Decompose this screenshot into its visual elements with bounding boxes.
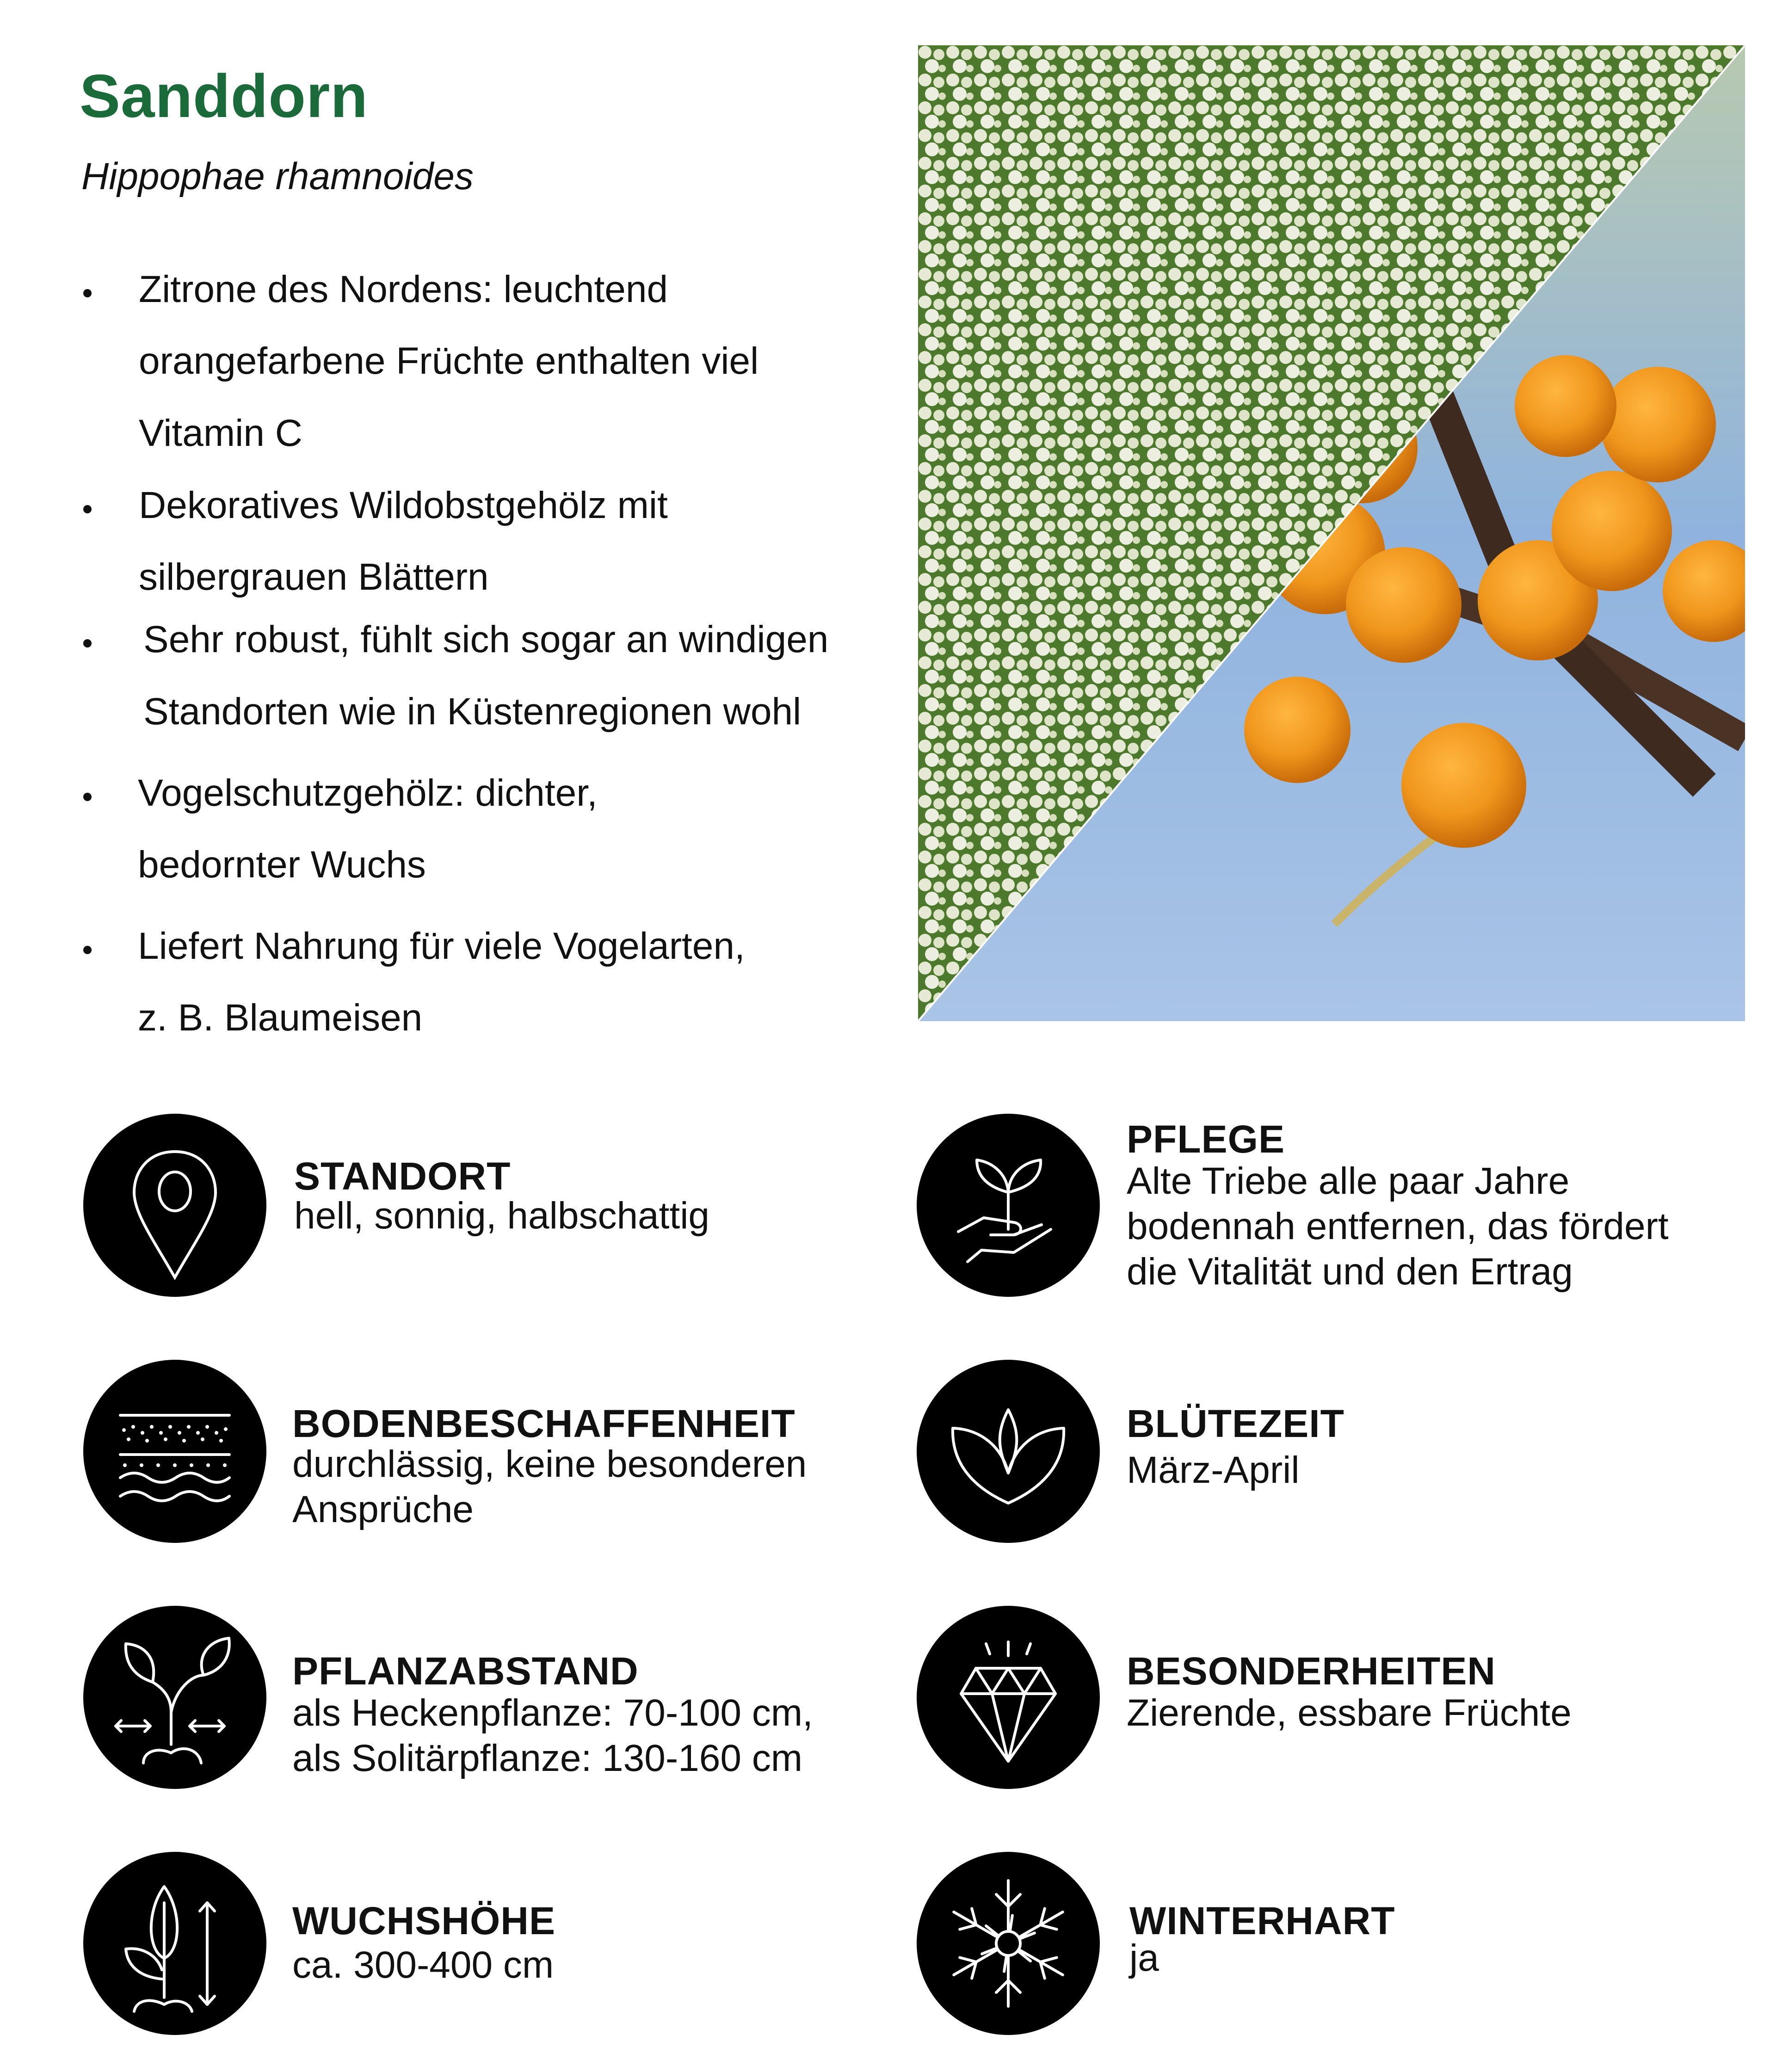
- bullet-dot: [83, 639, 92, 648]
- info-heading: PFLANZABSTAND: [292, 1649, 639, 1693]
- feature-line: Dekoratives Wildobstgehölz mit: [139, 484, 668, 526]
- snowflake-icon: [917, 1852, 1100, 2035]
- info-text: Alte Triebe alle paar Jahre: [1127, 1160, 1570, 1202]
- location-pin-icon: [83, 1114, 266, 1297]
- info-text: bodennah entfernen, das fördert: [1127, 1205, 1669, 1247]
- info-heading: WUCHSHÖHE: [292, 1899, 555, 1942]
- info-text: als Heckenpflanze: 70-100 cm,: [292, 1692, 813, 1734]
- info-heading: BODENBESCHAFFENHEIT: [292, 1402, 796, 1445]
- info-text: ja: [1129, 1937, 1159, 1979]
- pflege-icon-badge: [917, 1114, 1100, 1297]
- standort-icon-badge: [83, 1114, 266, 1297]
- boden-icon-badge: [83, 1360, 266, 1543]
- info-heading: PFLEGE: [1127, 1117, 1285, 1161]
- feature-line: Standorten wie in Küstenregionen wohl: [143, 691, 802, 733]
- info-text: März-April: [1127, 1449, 1300, 1491]
- besonderheiten-icon-badge: [917, 1606, 1100, 1789]
- info-text: hell, sonnig, halbschattig: [294, 1195, 710, 1237]
- feature-line: Liefert Nahrung für viele Vogelarten,: [138, 925, 745, 967]
- diamond-icon: [917, 1606, 1100, 1789]
- pflanzabstand-icon-badge: [83, 1606, 266, 1789]
- bluetezeit-icon-badge: [917, 1360, 1100, 1543]
- bullet-dot: [83, 289, 92, 297]
- info-heading: WINTERHART: [1129, 1899, 1395, 1942]
- feature-line: Zitrone des Nordens: leuchtend: [139, 268, 668, 310]
- bullet-dot: [83, 793, 92, 801]
- feature-line: Vogelschutzgehölz: dichter,: [138, 772, 598, 814]
- info-text: Zierende, essbare Früchte: [1127, 1692, 1572, 1734]
- info-heading: BESONDERHEITEN: [1127, 1649, 1496, 1693]
- plant-title: Sanddorn: [80, 62, 368, 130]
- info-text: die Vitalität und den Ertrag: [1127, 1251, 1573, 1293]
- plant-spacing-icon: [83, 1606, 266, 1789]
- feature-line: Vitamin C: [139, 412, 302, 454]
- feature-line: orangefarbene Früchte enthalten viel: [139, 340, 759, 382]
- wuchshoehe-icon-badge: [83, 1852, 266, 2035]
- info-text: ca. 300-400 cm: [292, 1944, 554, 1986]
- feature-line: Sehr robust, fühlt sich sogar an windigen: [143, 618, 829, 660]
- latin-name: Hippophae rhamnoides: [81, 155, 474, 197]
- bullet-dot: [83, 946, 92, 954]
- feature-line: silbergrauen Blättern: [139, 556, 489, 598]
- info-text: durchlässig, keine besonderen: [292, 1443, 807, 1485]
- lotus-flower-icon: [917, 1360, 1100, 1543]
- plant-in-hand-icon: [917, 1114, 1100, 1297]
- info-text: als Solitärpflanze: 130-160 cm: [292, 1737, 803, 1779]
- info-heading: STANDORT: [294, 1154, 511, 1198]
- info-text: Ansprüche: [292, 1488, 474, 1530]
- winterhart-icon-badge: [917, 1852, 1100, 2035]
- info-heading: BLÜTEZEIT: [1127, 1402, 1344, 1445]
- feature-line: z. B. Blaumeisen: [138, 997, 423, 1039]
- bullet-dot: [83, 505, 92, 513]
- photo-collage-image: [918, 45, 1745, 1021]
- feature-line: bedornter Wuchs: [138, 844, 426, 886]
- soil-layers-icon: [83, 1360, 266, 1543]
- plant-photo: [918, 45, 1745, 1021]
- plant-height-icon: [83, 1852, 266, 2035]
